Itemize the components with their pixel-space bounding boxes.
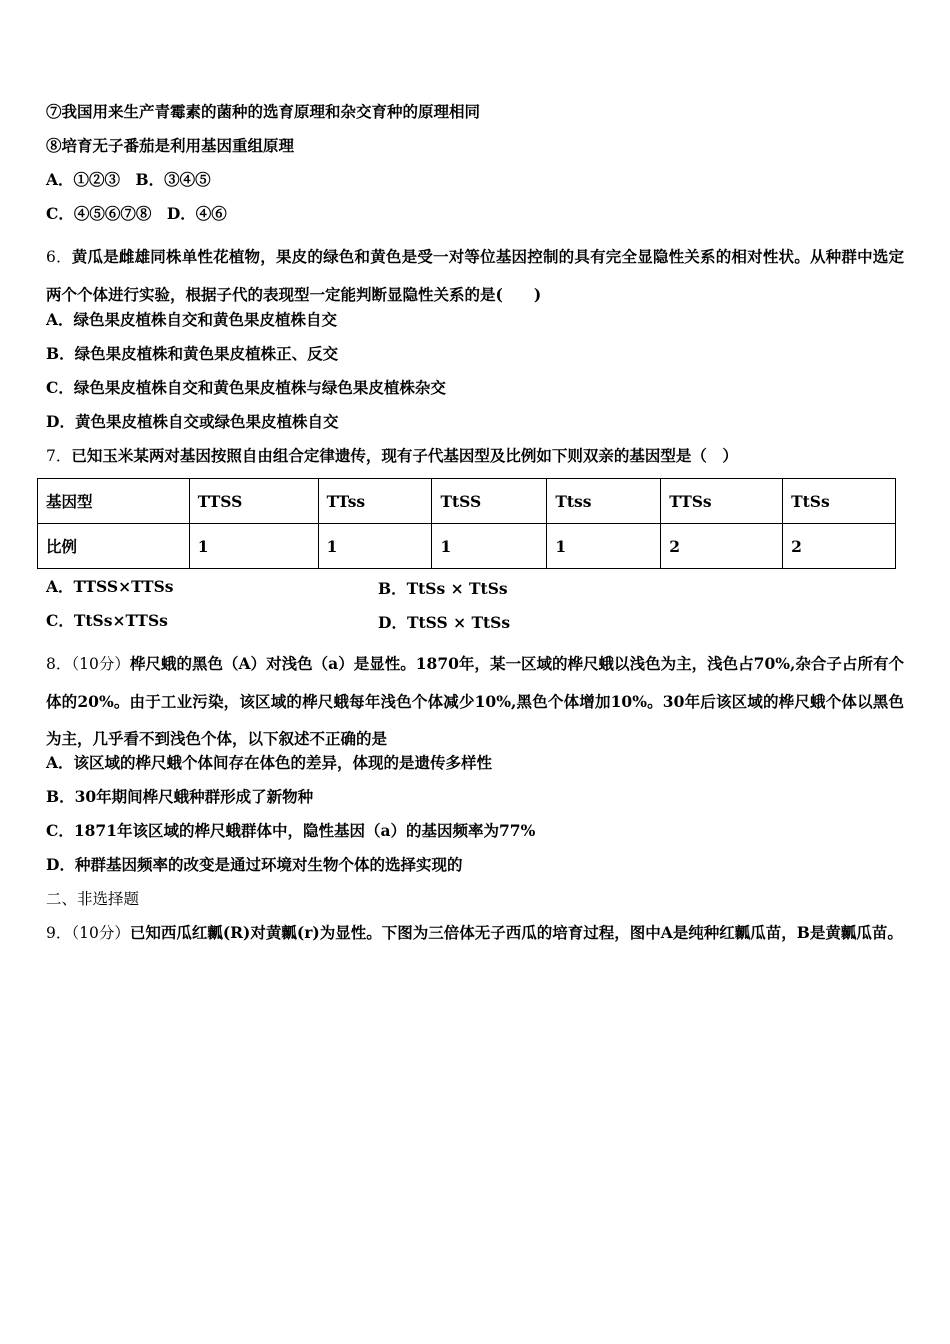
- q9-number: 9．（10分）: [46, 924, 130, 942]
- q9-question: [46, 914, 904, 952]
- table-cell: 1: [318, 524, 432, 569]
- q8-option-c: C．1871年该区域的桦尺蛾群体中，隐性基因（a）的基因频率为77%: [46, 821, 536, 840]
- q9-stem: 已知西瓜红瓤(R)对黄瓤(r)为显性。下图为三倍体无子西瓜的培育过程，图中A是纯种红瓤瓜苗，B是黄瓤瓜苗。: [129, 923, 903, 942]
- table-cell: TtSs: [783, 479, 896, 524]
- table-cell: TTSs: [661, 479, 783, 524]
- q8-option-d: D．种群基因频率的改变是通过环境对生物个体的选择实现的: [46, 855, 463, 874]
- q8-question: [46, 645, 904, 757]
- q6-question: [46, 238, 904, 313]
- q6-option-c: C．绿色果皮植株自交和黄色果皮植株与绿色果皮植株杂交: [46, 378, 446, 397]
- q5-options-cd: C．④⑤⑥⑦⑧ D．④⑥: [46, 204, 227, 223]
- table-cell: TtSS: [432, 479, 547, 524]
- q7-option-d: D．TtSS × TtSs: [378, 613, 511, 632]
- table-cell: 2: [783, 524, 896, 569]
- table-cell: 比例: [38, 524, 190, 569]
- q5-item-7: ⑦我国用来生产青霉素的菌种的选育原理和杂交育种的原理相同: [46, 102, 481, 121]
- q5-options-ab: A．①②③ B．③④⑤: [46, 170, 211, 189]
- q6-stem: 黄瓜是雌雄同株单性花植物，果皮的绿色和黄色是受一对等位基因控制的具有完全显隐性关系的相对性状。从种群中选定两个个体进行实验，根据子代的表现型一定能判断显隐性关系的是( ): [46, 247, 904, 304]
- q5-item-8: ⑧培育无子番茄是利用基因重组原理: [46, 136, 295, 155]
- q7-question: [46, 446, 738, 466]
- table-row: [38, 479, 896, 524]
- q6-option-a: A．绿色果皮植株自交和黄色果皮植株自交: [46, 310, 338, 329]
- q8-option-b: B．30年期间桦尺蛾种群形成了新物种: [46, 787, 314, 806]
- q6-number: 6．: [46, 248, 72, 266]
- q7-stem: 已知玉米某两对基因按照自由组合定律遗传，现有子代基因型及比例如下则双亲的基因型是（ ）: [71, 446, 738, 465]
- q7-option-c: C．TtSs×TTSs: [46, 611, 168, 630]
- table-cell: TTSS: [189, 479, 318, 524]
- table-cell: 2: [661, 524, 783, 569]
- q6-option-b: B．绿色果皮植株和黄色果皮植株正、反交: [46, 344, 339, 363]
- table-cell: Ttss: [547, 479, 661, 524]
- genotype-table: [37, 478, 896, 569]
- q6-option-d: D．黄色果皮植株自交或绿色果皮植株自交: [46, 412, 339, 431]
- q7-option-a: A．TTSS×TTSs: [46, 577, 174, 596]
- q8-option-a: A．该区域的桦尺蛾个体间存在体色的差异，体现的是遗传多样性: [46, 753, 493, 772]
- table-cell: 1: [547, 524, 661, 569]
- table-cell: TTss: [318, 479, 432, 524]
- q7-option-b: B．TtSs × TtSs: [378, 579, 508, 598]
- q7-number: 7．: [46, 447, 72, 465]
- table-cell: 1: [189, 524, 318, 569]
- q8-number: 8．（10分）: [46, 655, 130, 673]
- q8-stem: 桦尺蛾的黑色（A）对浅色（a）是显性。1870年，某一区域的桦尺蛾以浅色为主，浅色占70%,杂合子占所有个体的20%。由于工业污染，该区域的桦尺蛾每年浅色个体减少10%,黑色个体增加10%。30年后该区域的桦尺蛾个体以黑色为主，几乎看不到浅色个体，以下叙述不正确的是: [46, 654, 904, 748]
- table-row: [38, 524, 896, 569]
- table-cell: 基因型: [38, 479, 190, 524]
- section-title: 二、非选择题: [46, 890, 140, 908]
- table-cell: 1: [432, 524, 547, 569]
